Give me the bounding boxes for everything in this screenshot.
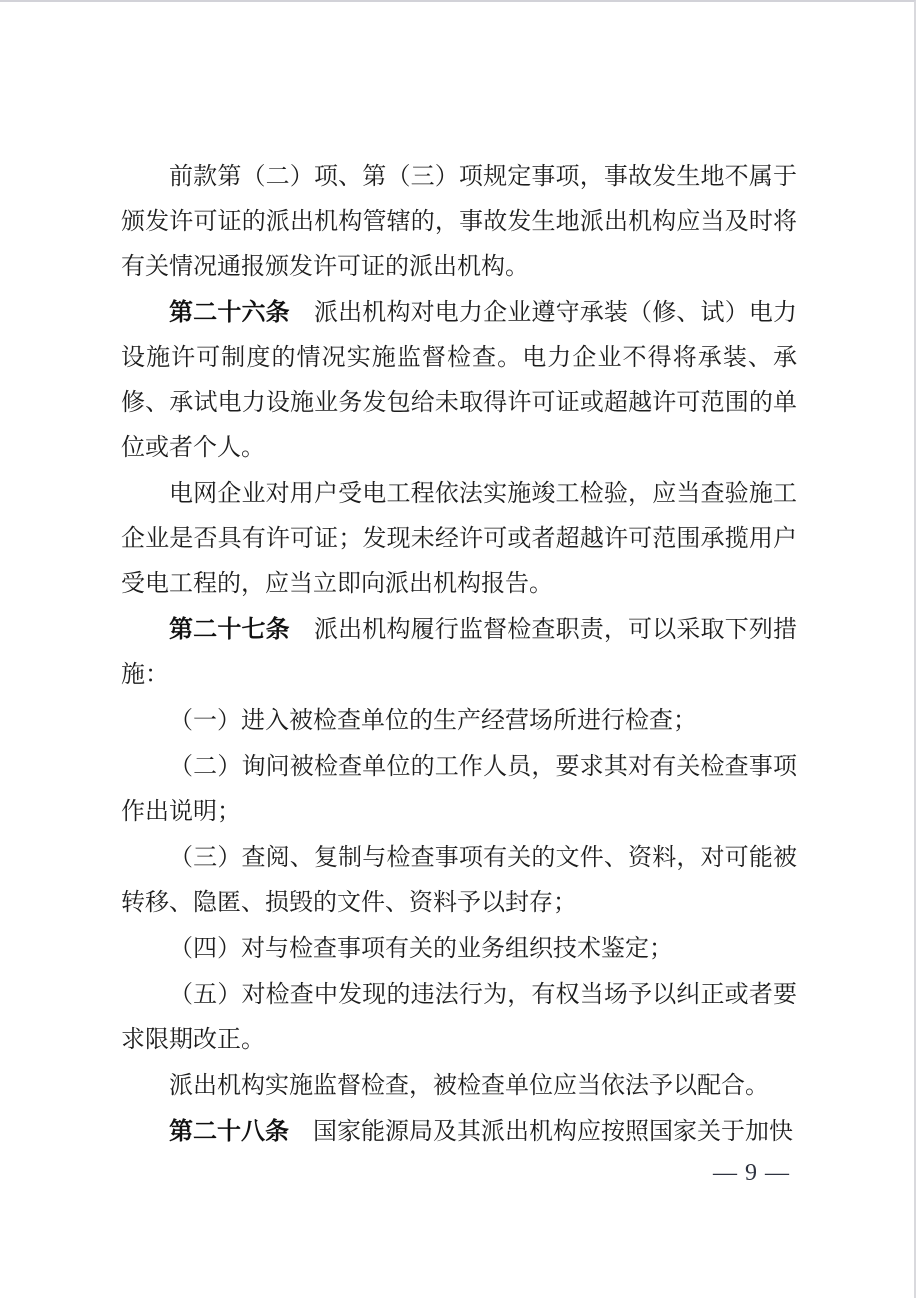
paragraph [121,290,797,471]
document-body [121,154,797,1155]
paragraph-text: （三）查阅、复制与检查事项有关的文件、资料，对可能被转移、隐匿、损毁的文件、资料予以封存； [121,845,797,916]
list-item [121,926,797,972]
paragraph [121,1109,797,1155]
list-item [121,698,797,744]
list-item [121,972,797,1063]
article-number: 第二十八条 [169,1118,289,1145]
article-number: 第二十七条 [169,616,290,643]
paragraph-text: 派出机构实施监督检查，被检查单位应当依法予以配合。 [169,1073,769,1099]
page-number: — 9 — [713,1160,790,1186]
paragraph-text: （五）对检查中发现的违法行为，有权当场予以纠正或者要求限期改正。 [121,982,797,1053]
paragraph-text: 电网企业对用户受电工程依法实施竣工检验，应当查验施工企业是否具有许可证；发现未经许可或者超越许可范围承揽用户受电工程的，应当立即向派出机构报告。 [121,481,797,597]
paragraph [121,471,797,607]
paragraph-text: 国家能源局及其派出机构应按照国家关于加快 [289,1119,793,1145]
article-number: 第二十六条 [169,299,290,326]
paragraph-text: 派出机构对电力企业遵守承装（修、试）电力设施许可制度的情况实施监督检查。电力企业不得将承装、承修、承试电力设施业务发包给未取得许可证或超越许可范围的单位或者个人。 [121,300,798,461]
paragraph [121,607,797,698]
paragraph [121,154,797,290]
paragraph [121,1063,797,1109]
paragraph-text: （四）对与检查事项有关的业务组织技术鉴定； [169,936,673,962]
list-item [121,744,797,835]
list-item [121,835,797,926]
paragraph-text: （一）进入被检查单位的生产经营场所进行检查； [169,708,697,734]
paragraph-text: 派出机构履行监督检查职责，可以采取下列措施： [121,617,798,688]
paragraph-text: （二）询问被检查单位的工作人员，要求其对有关检查事项作出说明； [121,754,797,825]
paragraph-text: 前款第（二）项、第（三）项规定事项，事故发生地不属于颁发许可证的派出机构管辖的，事故发生地派出机构应当及时将有关情况通报颁发许可证的派出机构。 [121,164,797,280]
